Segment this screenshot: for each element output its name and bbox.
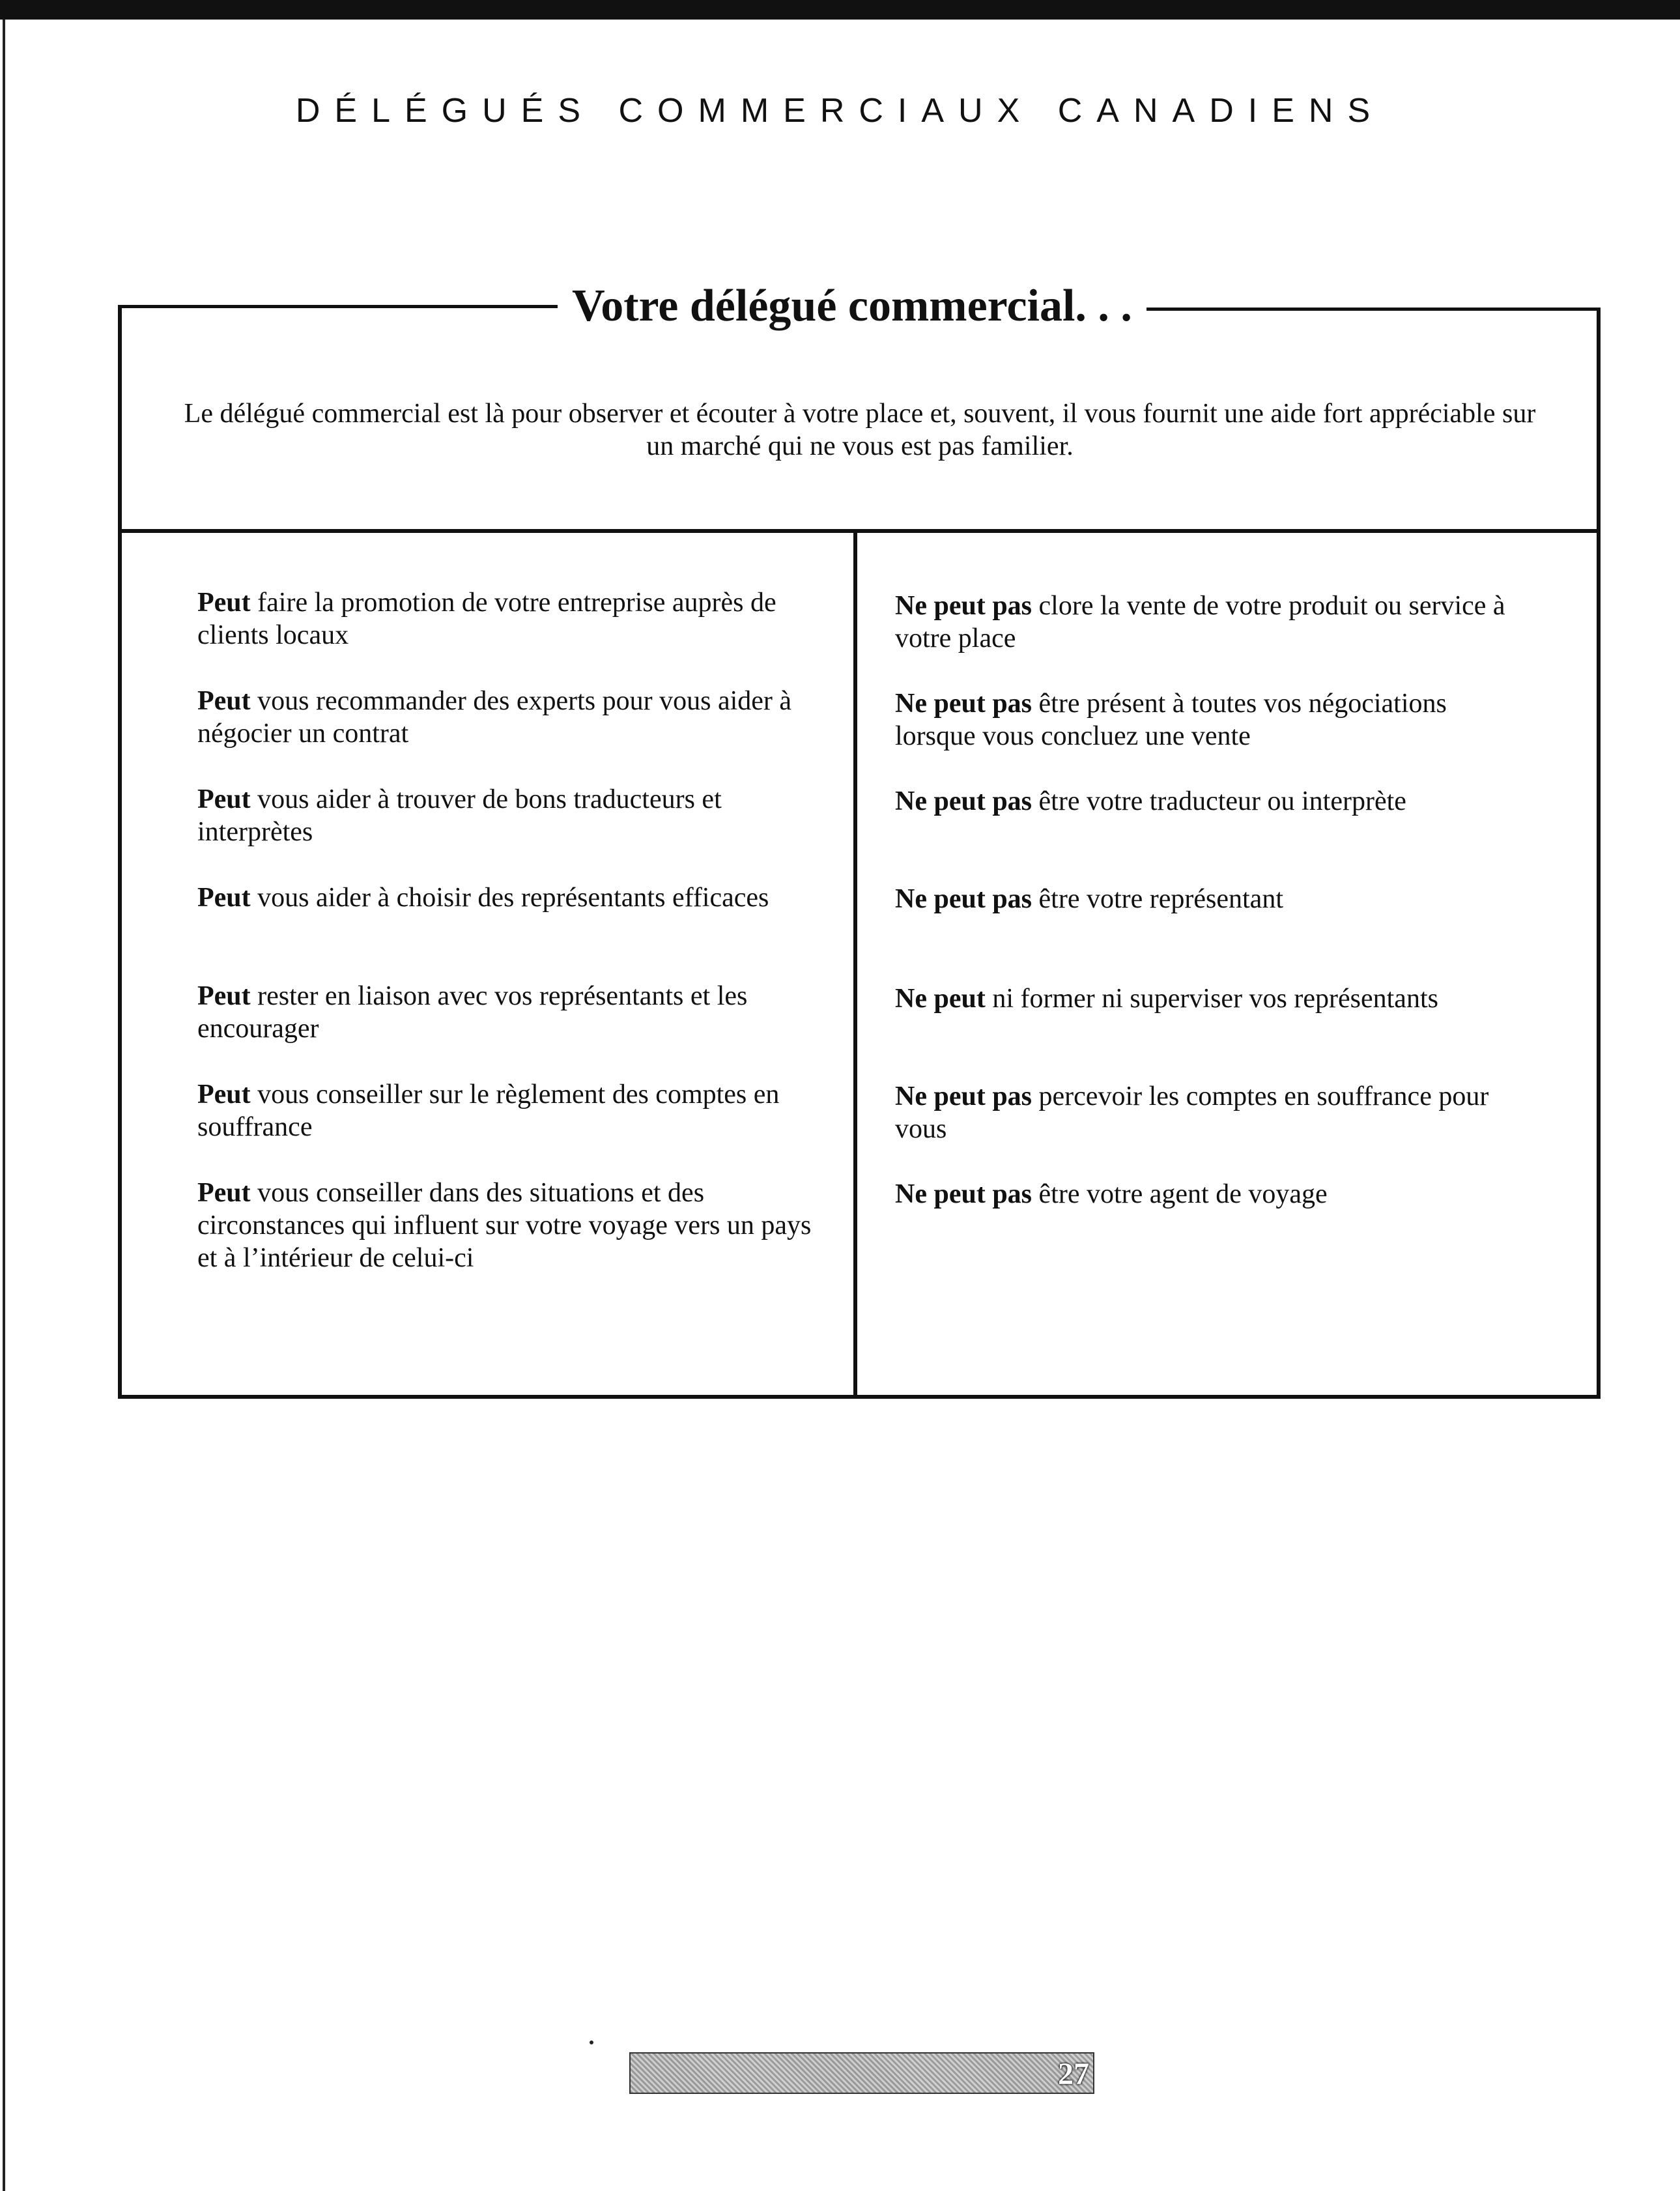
item-text: être votre représentant: [1032, 884, 1283, 914]
item-lead: Ne peut pas: [895, 786, 1032, 816]
cannot-do-item: [895, 590, 1514, 655]
box-top-rule-left: [118, 305, 558, 308]
cannot-do-item: [895, 785, 1514, 818]
item-text: être votre traducteur ou interprète: [1032, 786, 1406, 816]
can-do-item: [197, 980, 823, 1045]
item-text: ni former ni superviser vos représentants: [985, 984, 1438, 1014]
left-scan-border: [3, 20, 5, 2191]
cannot-do-item: [895, 687, 1514, 752]
item-lead: Peut: [197, 784, 251, 814]
item-text: vous aider à choisir des représentants efficaces: [250, 883, 769, 913]
horizontal-divider: [118, 529, 1601, 533]
can-do-item: [197, 586, 823, 652]
running-header: DÉLÉGUÉS COMMERCIAUX CANADIENS: [295, 92, 1385, 130]
vertical-divider: [853, 531, 857, 1399]
item-lead: Peut: [197, 588, 251, 618]
item-lead: Peut: [197, 1178, 251, 1208]
cannot-do-item: [895, 1178, 1514, 1210]
can-do-item: [197, 1078, 823, 1143]
cannot-do-item: [895, 1080, 1514, 1145]
item-lead: Ne peut pas: [895, 1179, 1032, 1209]
item-lead: Ne peut pas: [895, 591, 1032, 621]
scan-speck: [590, 2041, 593, 2044]
item-text: percevoir les comptes en souffrance pour vous: [895, 1081, 1489, 1144]
can-do-item: [197, 783, 823, 848]
box-top-rule-right: [1146, 308, 1601, 311]
item-lead: Ne peut: [895, 984, 986, 1014]
can-do-item: [197, 1177, 823, 1274]
item-text: clore la vente de votre produit ou service à votre place: [895, 591, 1505, 653]
item-text: être votre agent de voyage: [1032, 1179, 1328, 1209]
can-do-item: [197, 881, 823, 914]
item-lead: Ne peut pas: [895, 884, 1032, 914]
item-lead: Peut: [197, 686, 251, 716]
item-text: être présent à toutes vos négociations lorsque vous concluez une vente: [895, 689, 1447, 751]
item-lead: Ne peut pas: [895, 1081, 1032, 1111]
cannot-do-item: [895, 883, 1514, 915]
item-text: vous conseiller dans des situations et des circonstances qui influent sur votre voyage vers un pays et à l’intérieur de celui-ci: [197, 1178, 812, 1273]
cannot-do-item: [895, 982, 1514, 1015]
item-text: vous recommander des experts pour vous aider à négocier un contrat: [197, 686, 792, 749]
item-text: vous conseiller sur le règlement des comptes en souffrance: [197, 1080, 780, 1142]
item-text: rester en liaison avec vos représentants et les encourager: [197, 981, 748, 1044]
box-intro-text: Le délégué commercial est là pour observer et écouter à votre place et, souvent, il vous fournit une aide fort appréciable sur un marché qui ne vous est pas familier.: [184, 399, 1536, 461]
box-title: Votre délégué commercial. . .: [572, 281, 1132, 331]
item-text: vous aider à trouver de bons traducteurs et interprètes: [197, 784, 722, 847]
item-lead: Peut: [197, 883, 251, 913]
page-number: 27: [1058, 2057, 1089, 2091]
item-lead: Peut: [197, 981, 251, 1011]
can-do-item: [197, 685, 823, 750]
item-lead: Peut: [197, 1080, 251, 1110]
item-text: faire la promotion de votre entreprise auprès de clients locaux: [197, 588, 776, 650]
page-number-bar: [629, 2052, 1094, 2094]
top-scan-border: [0, 0, 1680, 20]
item-lead: Ne peut pas: [895, 689, 1032, 719]
